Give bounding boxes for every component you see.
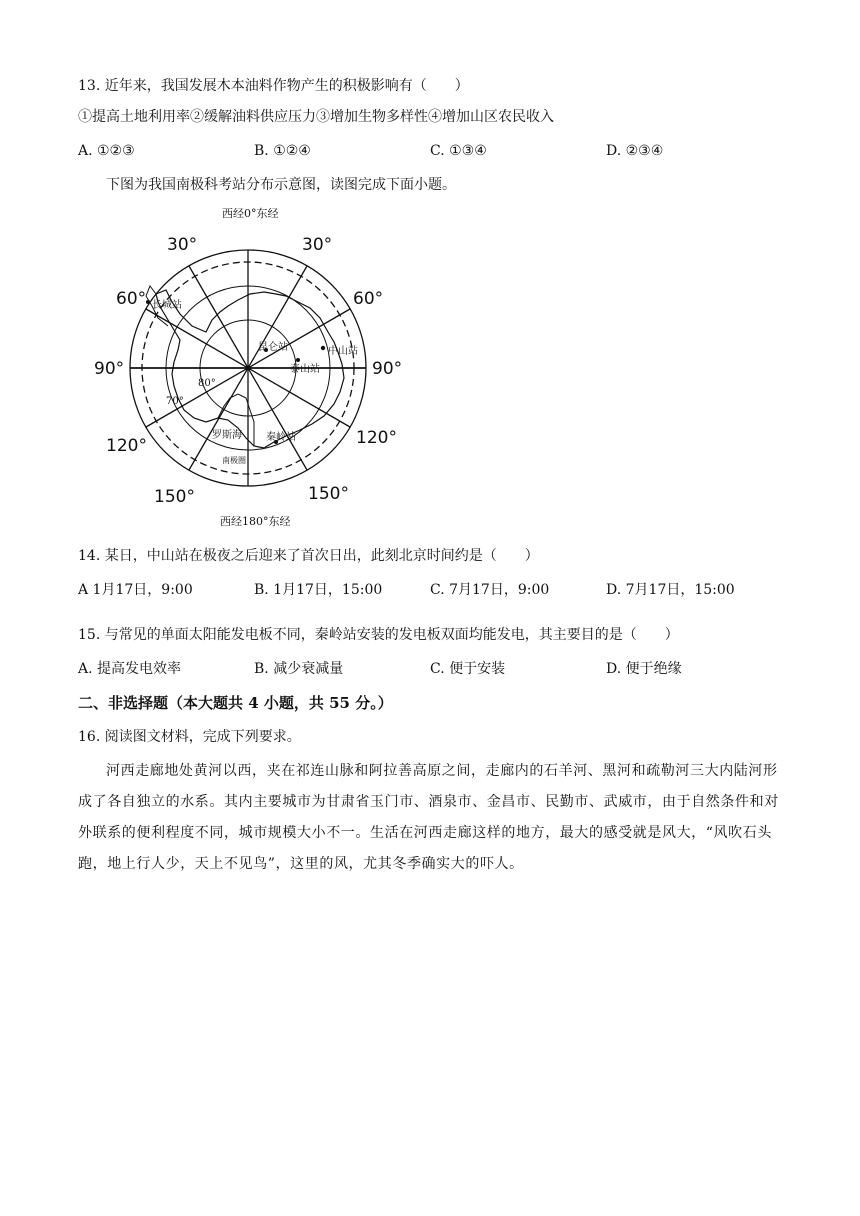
ross-sea-label: 罗斯海 bbox=[212, 430, 242, 441]
q15-option-c: C. 便于安装 bbox=[430, 661, 506, 677]
q13-items: ①提高土地利用率②缓解油料供应压力③增加生物多样性④增加山区农民收入 bbox=[78, 109, 554, 125]
q14-stem: 14. 某日，中山站在极夜之后迎来了首次日出，此刻北京时间约是（ ） bbox=[78, 548, 539, 564]
antarctic-circle-label: 南极圈 bbox=[222, 456, 246, 465]
lat-80-label: 80° bbox=[198, 378, 216, 389]
q14-option-a: A 1月17日，9:00 bbox=[78, 582, 193, 598]
lon-60-left-label: 60° bbox=[116, 289, 147, 309]
q15-stem: 15. 与常见的单面太阳能发电板不同，秦岭站安装的发电板双面均能发电，其主要目的是（ ） bbox=[78, 627, 679, 643]
lon-90-right-label: 90° bbox=[372, 359, 403, 379]
q15-option-b: B. 减少衰减量 bbox=[254, 661, 344, 677]
lon-150-right-label: 150° bbox=[308, 484, 349, 504]
lon-150-left-label: 150° bbox=[154, 487, 195, 507]
lon-30-left-label: 30° bbox=[167, 235, 198, 255]
lon-120-right-label: 120° bbox=[356, 428, 397, 448]
q15-option-a: A. 提高发电效率 bbox=[78, 661, 182, 677]
q14-option-b: B. 1月17日，15:00 bbox=[254, 582, 383, 598]
kunlun-station-label: 昆仑站 bbox=[258, 342, 288, 353]
zhongshan-station-dot bbox=[321, 346, 325, 350]
q13-option-c: C. ①③④ bbox=[430, 143, 487, 159]
q15-option-d: D. 便于绝缘 bbox=[606, 661, 682, 677]
taishan-station-label: 泰山站 bbox=[290, 364, 320, 375]
q14-option-d: D. 7月17日，15:00 bbox=[606, 582, 735, 598]
map-top-caption: 西经0°东经 bbox=[222, 207, 279, 220]
q13-option-a: A. ①②③ bbox=[78, 143, 135, 159]
q13-option-d: D. ②③④ bbox=[606, 143, 664, 159]
lon-30-right-label: 30° bbox=[302, 235, 333, 255]
zhongshan-station-label: 中山站 bbox=[328, 346, 358, 357]
changcheng-station-dot bbox=[146, 300, 150, 304]
lon-90-left-label: 90° bbox=[94, 359, 125, 379]
taishan-station-dot bbox=[296, 358, 300, 362]
lon-120-left-label: 120° bbox=[106, 436, 147, 456]
lon-60-right-label: 60° bbox=[353, 289, 384, 309]
changcheng-station-label: 长城站 bbox=[152, 300, 182, 311]
q13-stem: 13. 近年来，我国发展木本油料作物产生的积极影响有（ ） bbox=[78, 78, 469, 94]
map-bottom-caption: 西经180°东经 bbox=[220, 515, 291, 528]
section-two-heading: 二、非选择题（本大题共 4 小题，共 55 分。） bbox=[78, 694, 393, 712]
figure-intro: 下图为我国南极科考站分布示意图，读图完成下面小题。 bbox=[106, 177, 456, 193]
lat-70-label: 70° bbox=[166, 396, 184, 407]
antarctic-station-map bbox=[88, 222, 418, 514]
q16-stem: 16. 阅读图文材料，完成下列要求。 bbox=[78, 729, 301, 745]
q14-option-c: C. 7月17日，9:00 bbox=[430, 582, 550, 598]
qinling-station-label: 秦岭站 bbox=[266, 432, 296, 443]
q16-material-paragraph: 河西走廊地处黄河以西，夹在祁连山脉和阿拉善高原之间，走廊内的石羊河、黑河和疏勒河三大内陆河形成了各自独立的水系。其内主要城市为甘肃省玉门市、酒泉市、金昌市、民勤市、武威市，由于自然条件和对外联系的便利程度不同，城市规模大小不一。生活在河西走廊这样的地方，最大的感受就是风大，“风吹石头跑，地上行人少，天上不见鸟”，这里的风，尤其冬季确实大的吓人。 bbox=[78, 763, 779, 872]
q13-option-b: B. ①②④ bbox=[254, 143, 311, 159]
